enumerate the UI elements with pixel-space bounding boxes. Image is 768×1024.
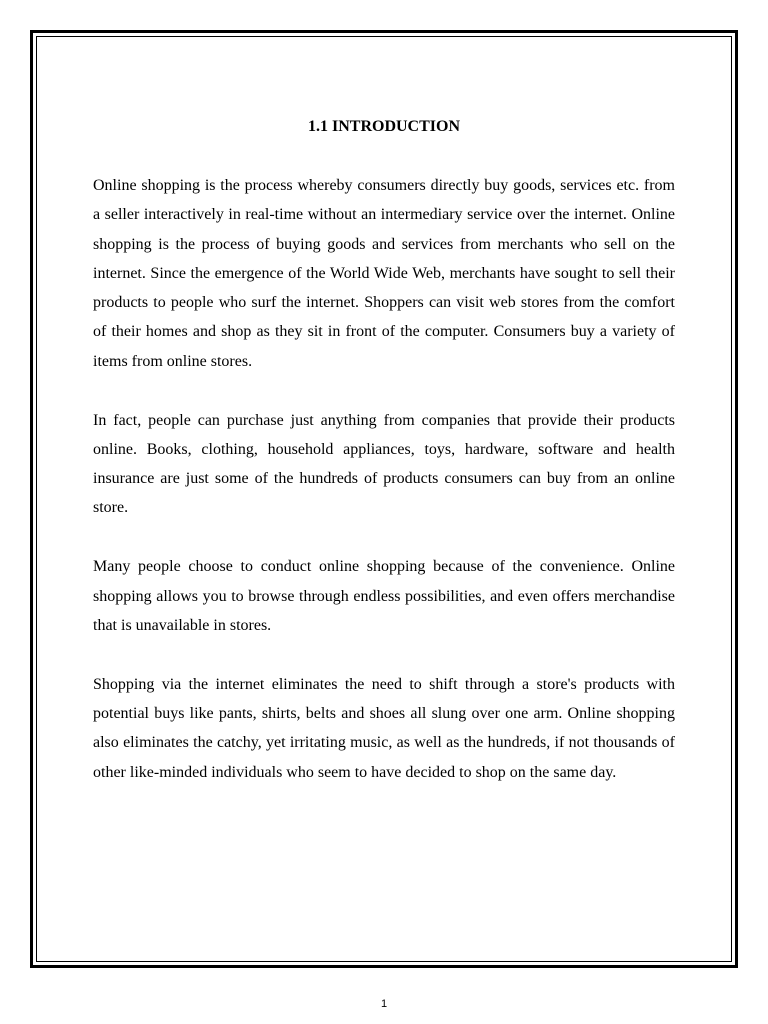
paragraph-2: In fact, people can purchase just anything from companies that provide their products online. Books, clothing, household appliances, toys, hardware, software and health insurance are just some of the hundreds of products consumers can buy from an online store. — [93, 411, 675, 517]
paragraph-3: Many people choose to conduct online shopping because of the convenience. Online shopping allows you to browse through endless possibilities, and even offers merchandise that is unavailable in stores. — [93, 558, 675, 634]
paragraph-1: Online shopping is the process whereby consumers directly buy goods, services etc. from a seller interactively in real-time without an intermediary service over the internet. Online shopping is the process of buying goods and services from merchants who sell on the internet. Since the emergence of the World Wide Web, merchants have sought to sell their products to people who surf the internet. Shoppers can visit web stores from the comfort of their homes and shop as they sit in front of the computer. Consumers buy a variety of items from online stores. — [93, 177, 675, 370]
section-heading: 1.1 INTRODUCTION — [307, 118, 460, 135]
page-number: 1 — [380, 998, 388, 1010]
paragraph-4: Shopping via the internet eliminates the need to shift through a store's products with potential buys like pants, shirts, belts and shoes all slung over one arm. Online shopping also eliminates the catchy, yet irritating music, as well as the hundreds, if not thousands of other like-minded individuals who seem to have decided to shop on the same day. — [93, 675, 675, 781]
page-content — [93, 112, 675, 816]
